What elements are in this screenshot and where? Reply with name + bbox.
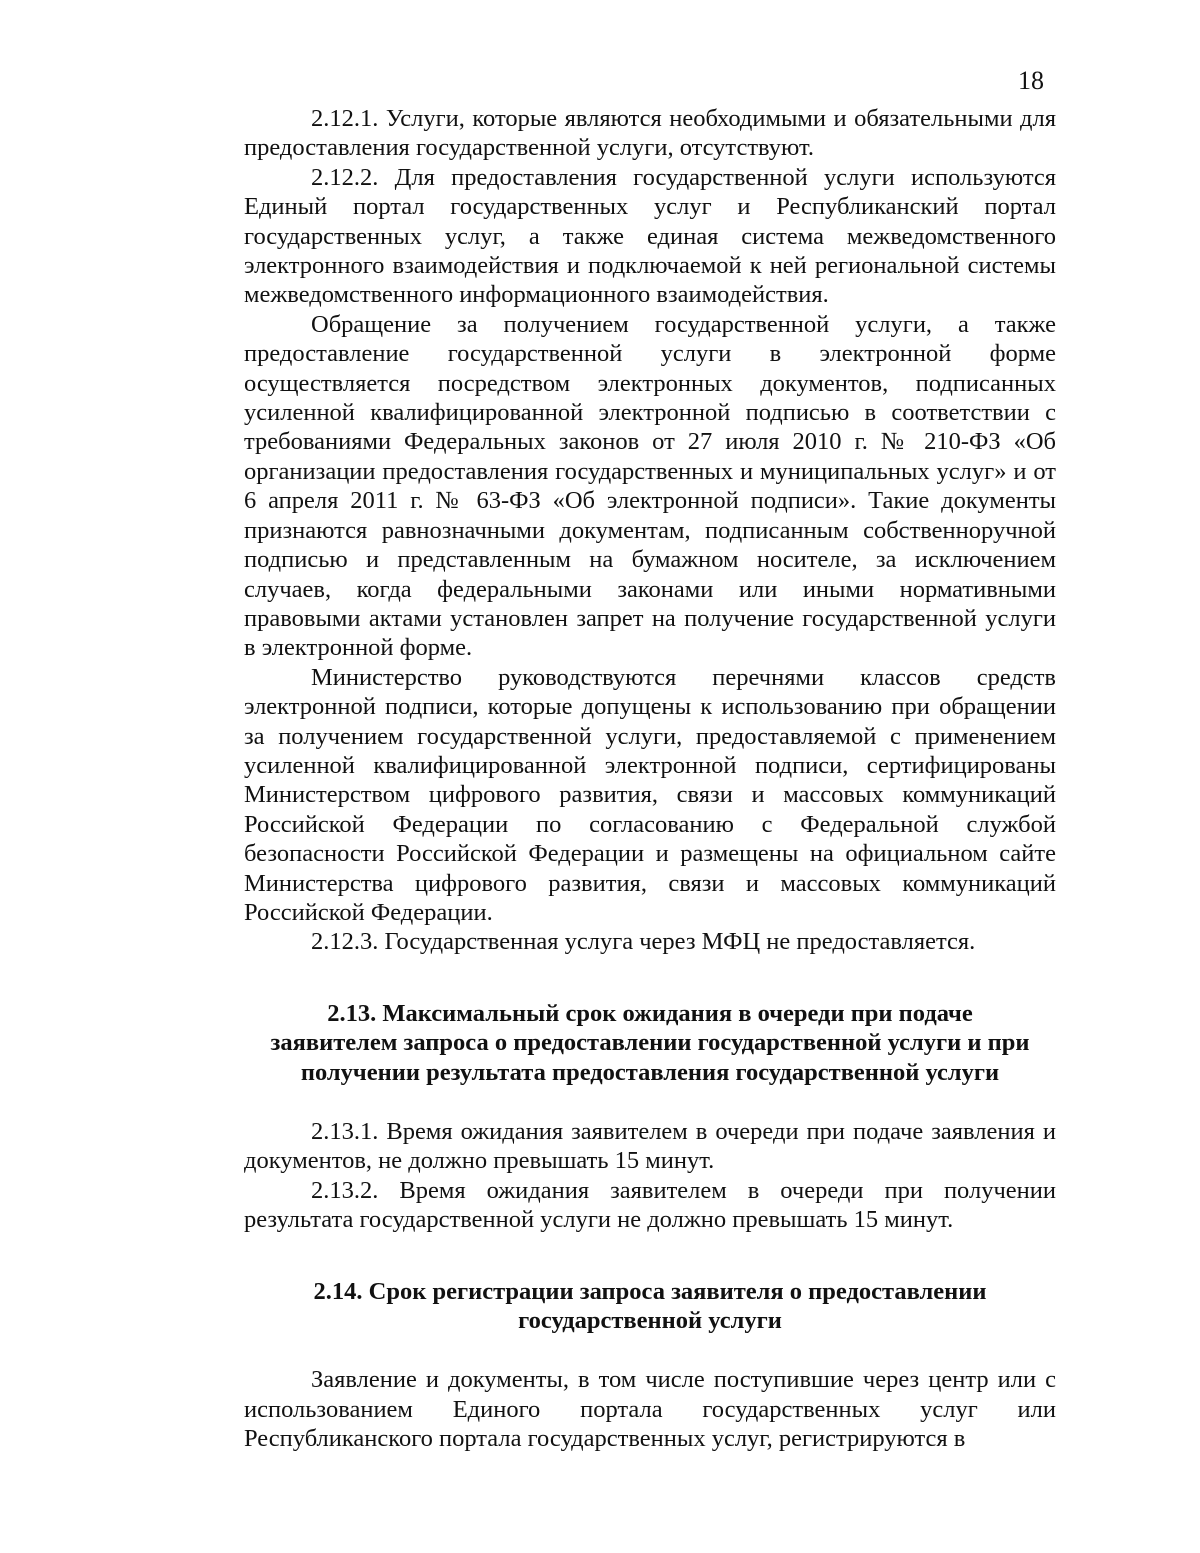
section-heading-2-14 [244,1277,1056,1336]
paragraph-2-13-2: 2.13.2. Время ожидания заявителем в очереди при получении результата государственной услуги не должно превышать 15 минут. [244,1176,1056,1234]
paragraph-electronic-application: Обращение за получением государственной услуги, а также предоставление государственной услуги в электронной форме осуществляется посредством электронных документов, подписанных усиленной квалифицированной электронной подписью в соответствии с требованиями Федеральных законов от 27 июля 2010 г. № 210-ФЗ «Об организации предоставления государственных и муниципальных услуг» и от 6 апреля 2011 г. № 63-ФЗ «Об электронной подписи». Такие документы признаются равнозначными документам, подписанным собственноручной подписью и представленным на бумажном носителе, за исключением случаев, когда федеральными законами или иными нормативными правовыми актами установлен запрет на получение государственной услуги в электронной форме. [244,310,1056,662]
section-spacer [244,1335,1056,1365]
paragraph-ministry-signature-classes: Министерство руководствуются перечнями классов средств электронной подписи, которые допущены к использованию при обращении за получением государственной услуги, предоставляемой с применением усиленной квалифицированной электронной подписи, сертифицированы Министерством цифрового развития, связи и массовых коммуникаций Российской Федерации по согласованию с Федеральной службой безопасности Российской Федерации и размещены на официальном сайте Министерства цифрового развития, связи и массовых коммуникаций Российской Федерации. [244,663,1056,926]
heading-line: получении результата предоставления государственной услуги [300,1058,1000,1086]
paragraph-2-12-3: 2.12.3. Государственная услуга через МФЦ не предоставляется. [311,928,976,956]
paragraph-2-12-1: 2.12.1. Услуги, которые являются необходимыми и обязательными для предоставления государственной услуги, отсутствуют. [244,105,1056,162]
paragraph-2-13-1: 2.13.1. Время ожидания заявителем в очереди при подаче заявления и документов, не должно превышать 15 минут. [244,1118,1056,1175]
paragraph-2-12-2: 2.12.2. Для предоставления государственной услуги используются Единый портал государственных услуг и Республиканский портал государственных услуг, а также единая система межведомственного электронного взаимодействия и подключаемой к ней региональной системы межведомственного информационного взаимодействия. [244,163,1056,309]
paragraph-registration: Заявление и документы, в том числе поступившие через центр или с использованием Единого портала государственных услуг или Республиканского портала государственных услуг, регистрируются в [244,1366,1056,1453]
section-spacer [244,1235,1056,1277]
section-heading-2-13 [244,999,1056,1087]
section-spacer [244,1087,1056,1117]
heading-line: 2.14. Срок регистрации запроса заявителя о предоставлении [313,1277,987,1305]
section-spacer [244,957,1056,999]
heading-line: заявителем запроса о предоставлении государственной услуги и при [270,1029,1030,1057]
document-body [244,104,1056,1454]
heading-line: 2.13. Максимальный срок ожидания в очереди при подаче [327,999,973,1027]
heading-line: государственной услуги [518,1307,782,1335]
page-number: 18 [1018,66,1044,95]
